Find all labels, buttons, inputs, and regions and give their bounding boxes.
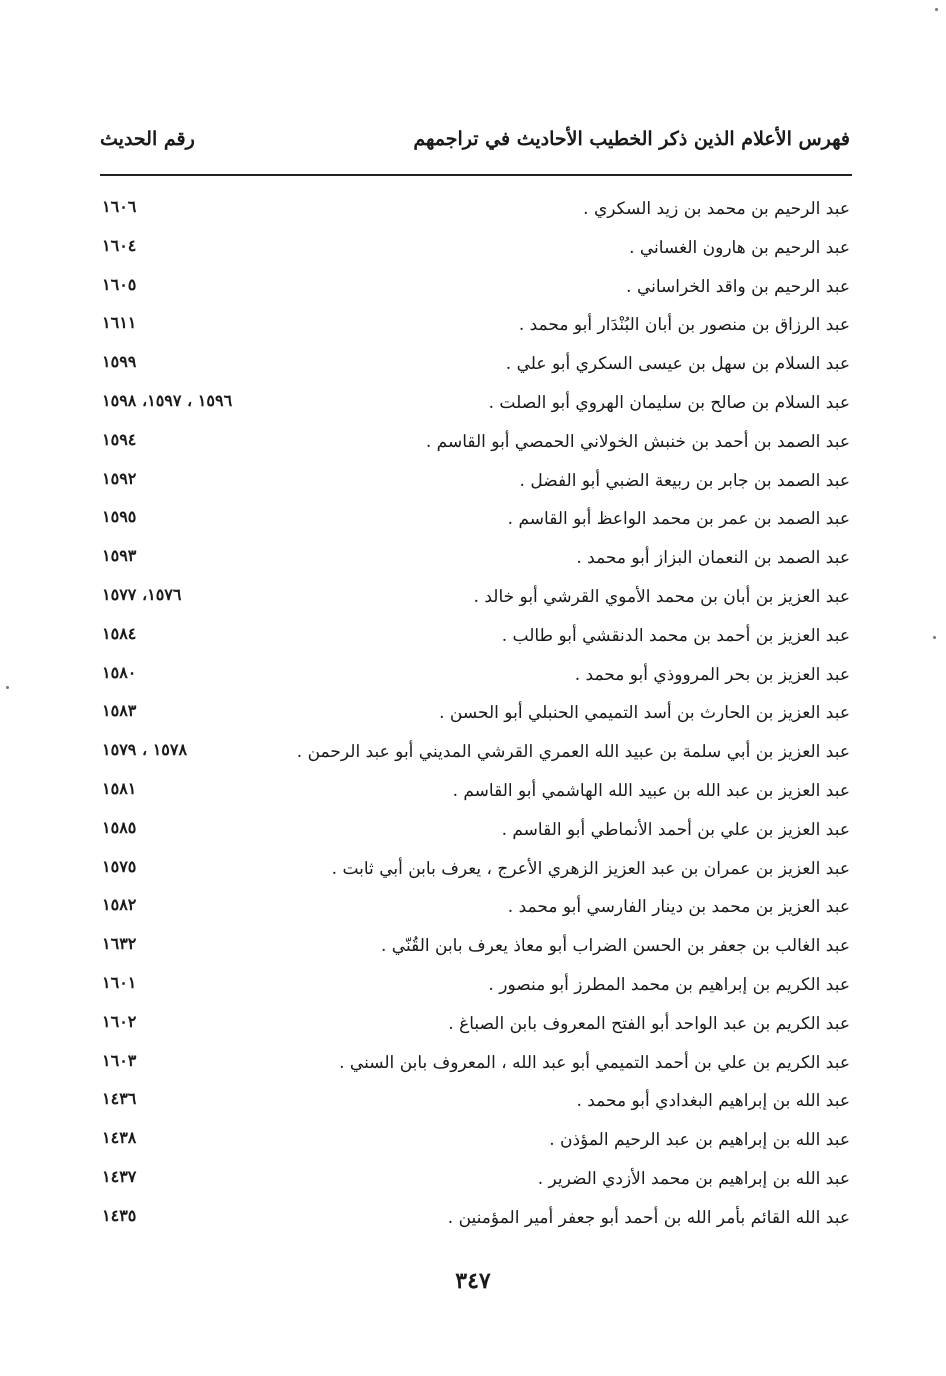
narrator-name: عبد الرحيم بن واقد الخراساني .	[626, 276, 850, 297]
index-entries	[100, 193, 850, 1241]
narrator-name: عبد الصمد بن عمر بن محمد الواعظ أبو القاسم .	[507, 509, 850, 530]
index-entry	[100, 1124, 850, 1163]
narrator-name: عبد الله بن إبراهيم بن محمد الأزدي الضرير .	[537, 1168, 850, 1189]
hadith-numbers: ١٥٨٥	[102, 817, 137, 837]
hadith-numbers: ١٥٨٣	[102, 701, 137, 721]
index-title: فهرس الأعلام الذين ذكر الخطيب الأحاديث في تراجمهم	[413, 128, 850, 150]
narrator-name: عبد السلام بن سهل بن عيسى السكري أبو علي .	[505, 354, 850, 375]
index-entry	[100, 271, 850, 310]
index-entry	[100, 503, 850, 542]
hadith-numbers: ١٥٨١	[102, 778, 137, 798]
index-entry	[100, 659, 850, 698]
hadith-numbers: ١٥٧٦، ١٥٧٧	[102, 584, 182, 604]
hadith-numbers: ١٦٠٤	[102, 235, 137, 255]
hadith-numbers: ١٥٧٨ ، ١٥٧٩	[102, 740, 188, 760]
index-entry	[100, 930, 850, 969]
narrator-name: عبد الله القائم بأمر الله بن أحمد أبو جعفر أمير المؤمنين .	[447, 1207, 850, 1228]
index-entry	[100, 387, 850, 426]
hadith-numbers: ١٥٩٢	[102, 468, 137, 488]
narrator-name: عبد السلام بن صالح بن سليمان الهروي أبو الصلت .	[488, 392, 850, 413]
index-entry	[100, 620, 850, 659]
hadith-numbers: ١٤٣٦	[102, 1089, 137, 1109]
index-entry	[100, 309, 850, 348]
narrator-name: عبد الغالب بن جعفر بن الحسن الضراب أبو معاذ يعرف بابن القُنّي .	[381, 936, 850, 957]
index-entry	[100, 348, 850, 387]
index-entry	[100, 1202, 850, 1241]
narrator-name: عبد العزيز بن أبي سلمة بن عبيد الله العمري القرشي المديني أبو عبد الرحمن .	[296, 742, 850, 763]
narrator-name: عبد الرحيم بن محمد بن زيد السكري .	[583, 199, 850, 219]
hadith-numbers: ١٥٩٥	[102, 507, 137, 527]
index-entry	[100, 1085, 850, 1124]
hadith-numbers: ١٦٠٣	[102, 1050, 137, 1070]
hadith-numbers: ١٥٧٥	[102, 856, 137, 876]
index-entry	[100, 426, 850, 465]
narrator-name: عبد العزيز بن عمران بن عبد العزيز الزهري الأعرج ، يعرف بابن أبي ثابت .	[331, 858, 850, 879]
index-entry	[100, 891, 850, 930]
index-entry	[100, 193, 850, 232]
narrator-name: عبد الكريم بن علي بن أحمد التميمي أبو عبد الله ، المعروف بابن السني .	[339, 1052, 850, 1073]
narrator-name: عبد الكريم بن عبد الواحد أبو الفتح المعروف بابن الصباغ .	[448, 1013, 850, 1034]
hadith-numbers: ١٥٩٩	[102, 352, 137, 372]
index-entry	[100, 542, 850, 581]
index-entry	[100, 814, 850, 853]
narrator-name: عبد الكريم بن إبراهيم بن محمد المطرز أبو منصور .	[488, 974, 850, 995]
index-entry	[100, 853, 850, 892]
hadith-numbers: ١٥٩٣	[102, 546, 137, 566]
hadith-numbers: ١٥٨٠	[102, 662, 137, 682]
narrator-name: عبد الصمد بن النعمان البزاز أبو محمد .	[576, 548, 850, 569]
index-entry	[100, 969, 850, 1008]
margin-speck	[933, 636, 936, 639]
margin-speck	[935, 8, 938, 11]
hadith-numbers: ١٥٩٤	[102, 429, 137, 449]
index-entry	[100, 736, 850, 775]
page-number: ٣٤٧	[455, 1268, 491, 1294]
hadith-numbers: ١٦١١	[102, 313, 137, 333]
narrator-name: عبد العزيز بن بحر المرووذي أبو محمد .	[574, 664, 850, 685]
hadith-numbers: ١٦٣٢	[102, 934, 137, 954]
hadith-numbers: ١٦٠٥	[102, 274, 137, 294]
hadith-numbers: ١٤٣٧	[102, 1166, 137, 1186]
narrator-name: عبد الله بن إبراهيم البغدادي أبو محمد .	[576, 1091, 850, 1112]
hadith-numbers: ١٥٨٤	[102, 623, 137, 643]
index-entry	[100, 1047, 850, 1086]
hadith-numbers: ١٤٣٥	[102, 1205, 137, 1225]
index-entry	[100, 697, 850, 736]
header-rule	[100, 174, 852, 176]
index-entry	[100, 581, 850, 620]
narrator-name: عبد الصمد بن أحمد بن خنبش الخولاني الحمصي أبو القاسم .	[425, 431, 850, 452]
narrator-name: عبد العزيز بن أبان بن محمد الأموي القرشي أبو خالد .	[473, 586, 850, 607]
hadith-number-column-label: رقم الحديث	[100, 128, 195, 150]
hadith-numbers: ١٦٠١	[102, 972, 137, 992]
hadith-numbers: ١٤٣٨	[102, 1128, 137, 1148]
narrator-name: عبد الله بن إبراهيم بن عبد الرحيم المؤذن .	[549, 1130, 850, 1151]
narrator-name: عبد العزيز بن محمد بن دينار الفارسي أبو محمد .	[507, 897, 850, 918]
narrator-name: عبد العزيز بن عبد الله بن عبيد الله الهاشمي أبو القاسم .	[452, 780, 850, 801]
narrator-name: عبد الرحيم بن هارون الغساني .	[629, 237, 850, 258]
narrator-name: عبد العزيز بن علي بن أحمد الأنماطي أبو القاسم .	[501, 819, 850, 840]
narrator-name: عبد الرزاق بن منصور بن أبان البُنْدَار أبو محمد .	[518, 315, 850, 336]
index-entry	[100, 465, 850, 504]
hadith-numbers: ١٦٠٢	[102, 1011, 137, 1031]
hadith-numbers: ١٥٩٦ ، ١٥٩٧، ١٥٩٨	[102, 390, 233, 410]
margin-speck	[6, 686, 9, 689]
narrator-name: عبد الصمد بن جابر بن ربيعة الضبي أبو الفضل .	[519, 470, 850, 491]
narrator-name: عبد العزيز بن الحارث بن أسد التميمي الحنبلي أبو الحسن .	[439, 703, 850, 724]
index-entry	[100, 1163, 850, 1202]
running-header	[100, 122, 850, 162]
hadith-numbers: ١٦٠٦	[102, 197, 137, 216]
narrator-name: عبد العزيز بن أحمد بن محمد الدنقشي أبو طالب .	[501, 625, 850, 646]
index-entry	[100, 1008, 850, 1047]
index-entry	[100, 232, 850, 271]
hadith-numbers: ١٥٨٢	[102, 895, 137, 915]
index-entry	[100, 775, 850, 814]
